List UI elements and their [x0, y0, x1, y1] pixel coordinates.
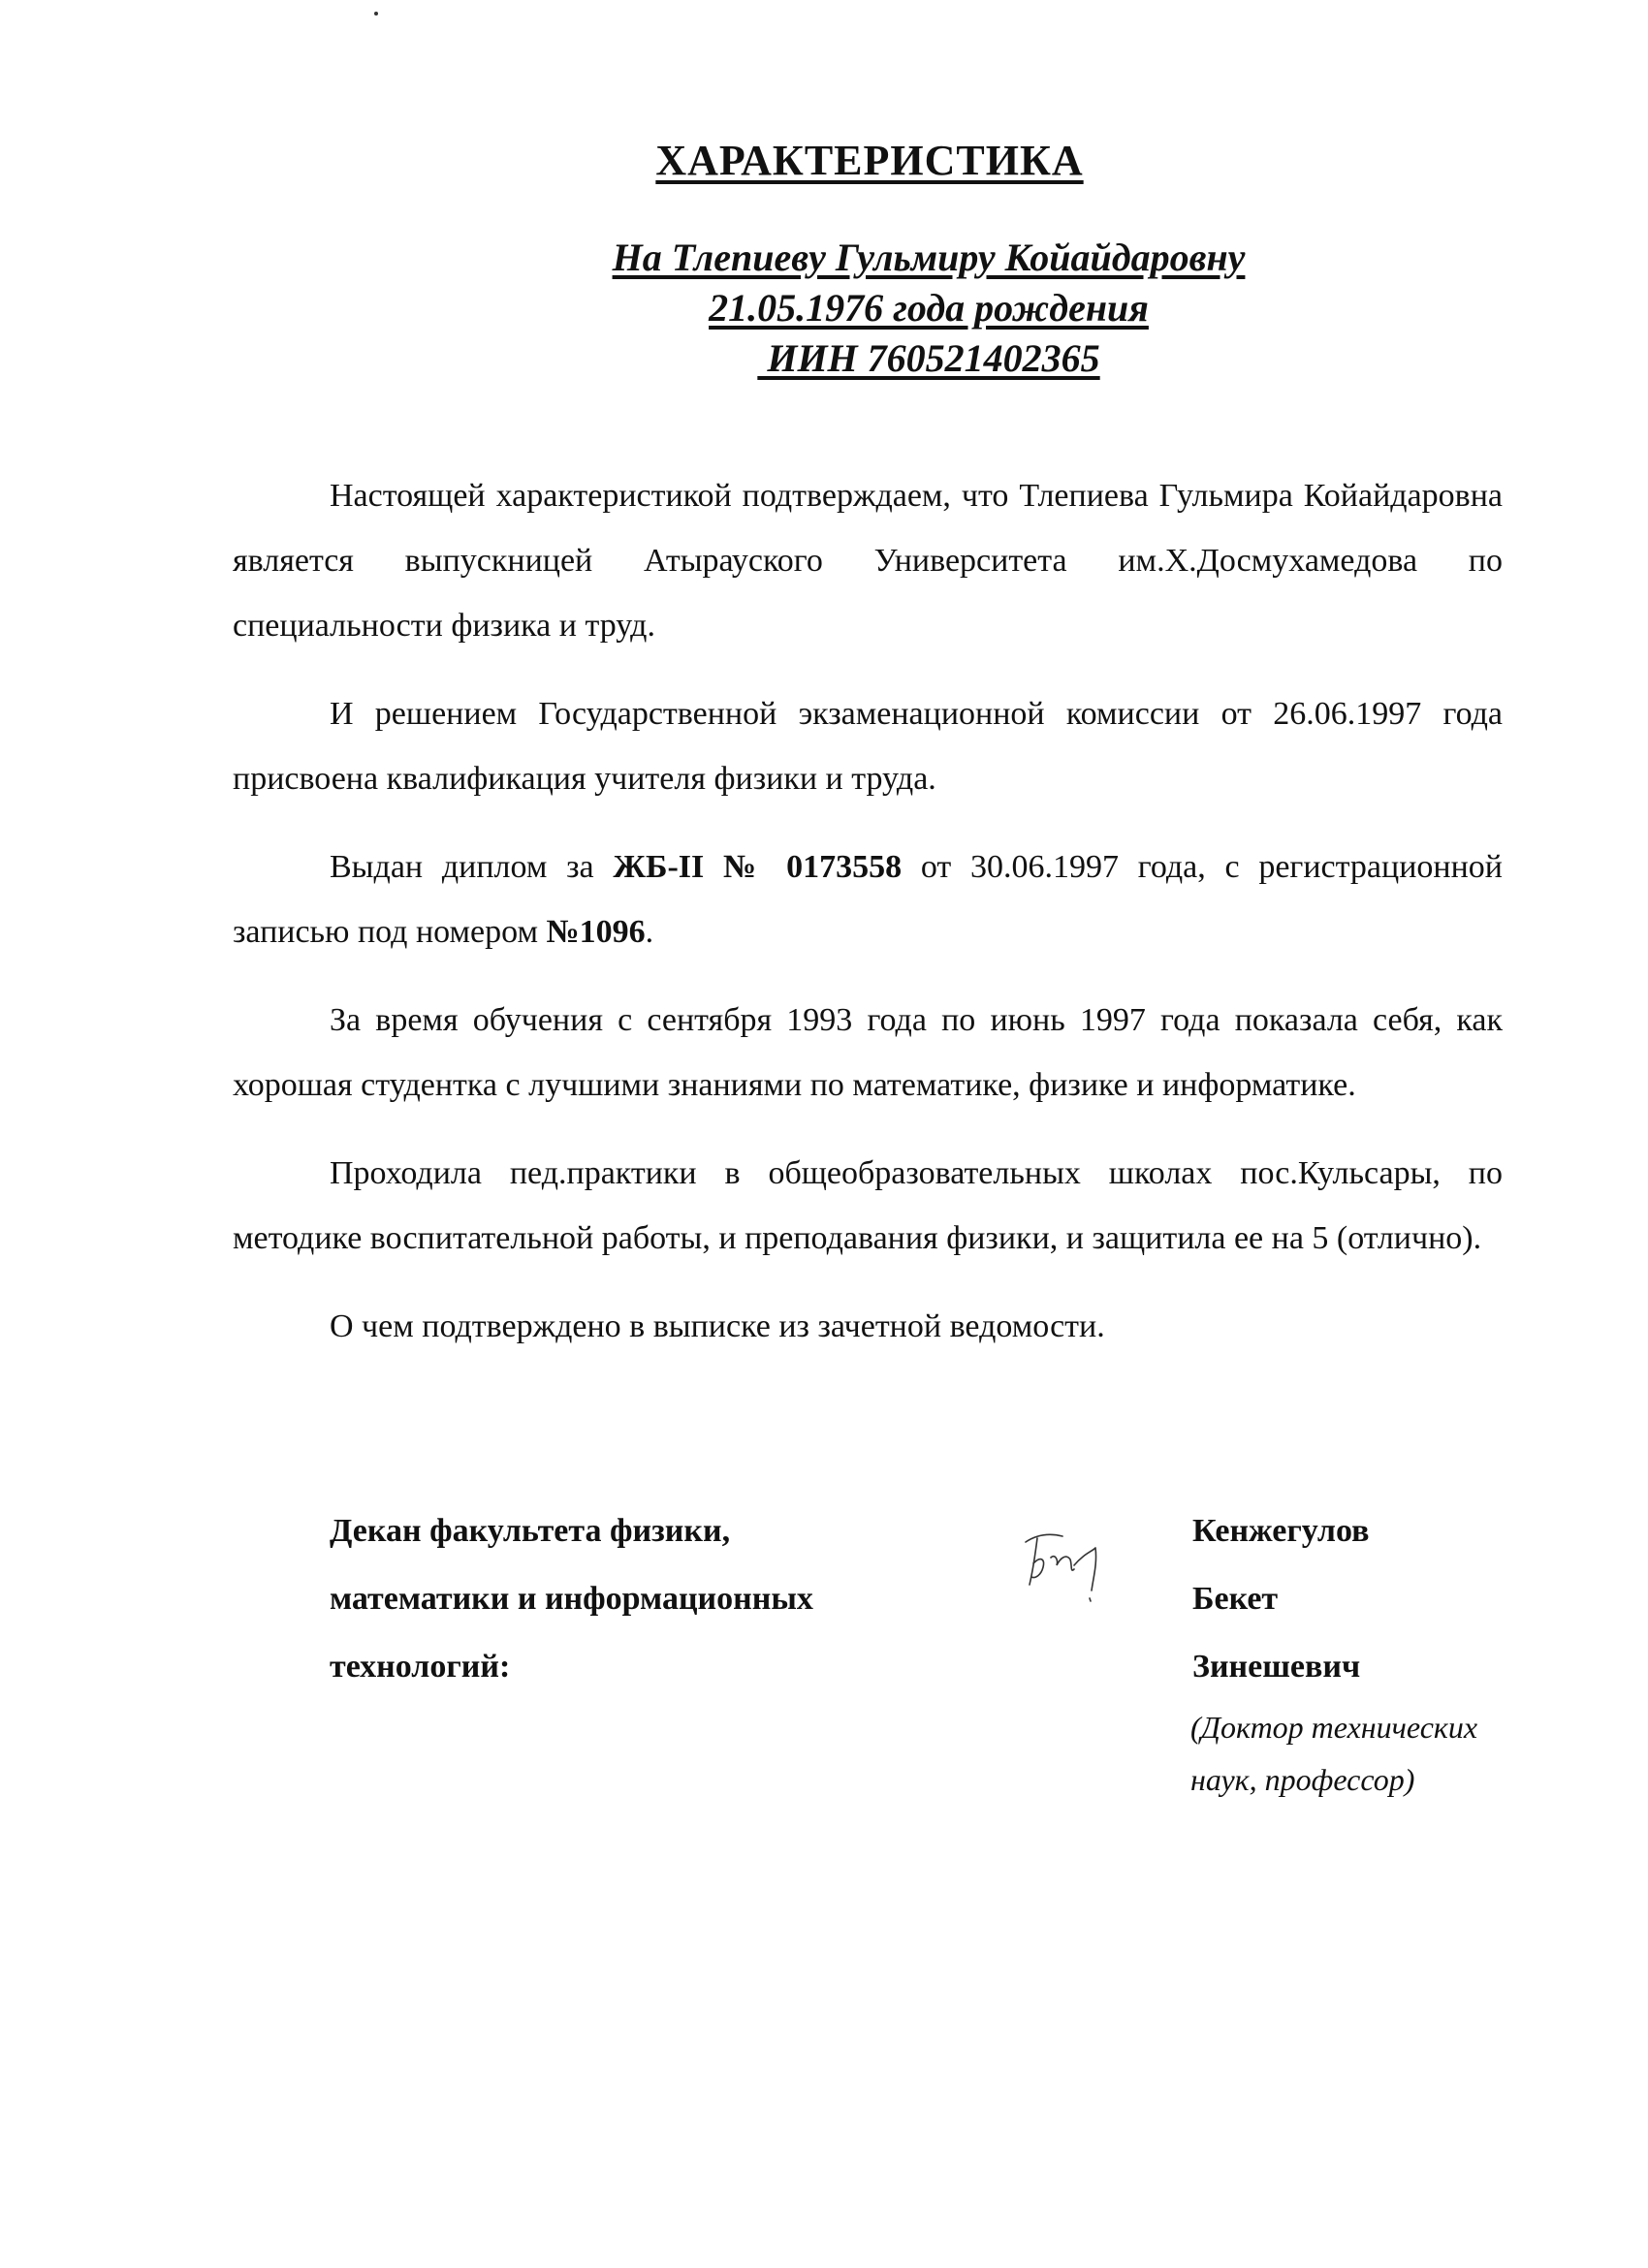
- signatory-name: [1192, 1497, 1370, 1701]
- degree-line: (Доктор технических: [1190, 1710, 1478, 1745]
- paragraph-qualification: И решением Государственной экзаменационной комиссии от 26.06.1997 года присвоена квалификация учителя физики и труда.: [233, 696, 1503, 797]
- subject-iin: ИИН 760521402365: [757, 336, 1100, 380]
- name-line: Бекет: [1192, 1581, 1279, 1617]
- name-line: Кенжегулов: [1192, 1513, 1370, 1549]
- paragraph-practice: Проходила пед.практики в общеобразовательных школах пос.Кульсары, по методике воспитательной работы, и преподавания физики, и защитила ее на 5 (отлично).: [233, 1155, 1503, 1256]
- signatory-degree: [1190, 1701, 1477, 1806]
- degree-line: наук, профессор): [1190, 1762, 1415, 1797]
- subject-birthdate: 21.05.1976 года рождения: [709, 286, 1149, 330]
- position-line: технологий:: [330, 1649, 511, 1685]
- handwritten-signature: [1016, 1515, 1132, 1602]
- paragraph-confirmation: О чем подтверждено в выписке из зачетной ведомости.: [330, 1308, 1105, 1344]
- name-line: Зинешевич: [1192, 1649, 1361, 1685]
- signatory-position: [330, 1497, 813, 1701]
- paragraph-graduate: Настоящей характеристикой подтверждаем, что Тлепиева Гульмира Койайдаровна является выпускницей Атырауского Университета им.Х.Досмухамедова по специальности физика и труд.: [233, 478, 1503, 644]
- paragraph-diploma: [233, 835, 1503, 964]
- diploma-text-2: от 30.06.1997 года, с регистрационной записью под номером: [233, 849, 1503, 950]
- position-line: Декан факультета физики,: [330, 1513, 731, 1549]
- paragraph-studies: За время обучения с сентября 1993 года по июнь 1997 года показала себя, как хорошая студентка с лучшими знаниями по математике, физике и информатике.: [233, 1002, 1503, 1103]
- position-line: математики и информационных: [330, 1581, 813, 1617]
- subject-name: На Тлепиеву Гульмиру Койайдаровну: [612, 236, 1246, 279]
- diploma-text-3: .: [645, 914, 654, 950]
- scan-speck: [374, 12, 378, 16]
- document-title: ХАРАКТЕРИСТИКА: [655, 137, 1084, 184]
- diploma-number: ЖБ-II № 0173558: [613, 849, 903, 885]
- diploma-text-1: Выдан диплом за: [330, 849, 614, 885]
- registration-number: №1096: [546, 914, 646, 950]
- signature-block: [0, 1497, 1648, 1808]
- document-body: [233, 463, 1503, 1382]
- subject-block: [0, 233, 1648, 384]
